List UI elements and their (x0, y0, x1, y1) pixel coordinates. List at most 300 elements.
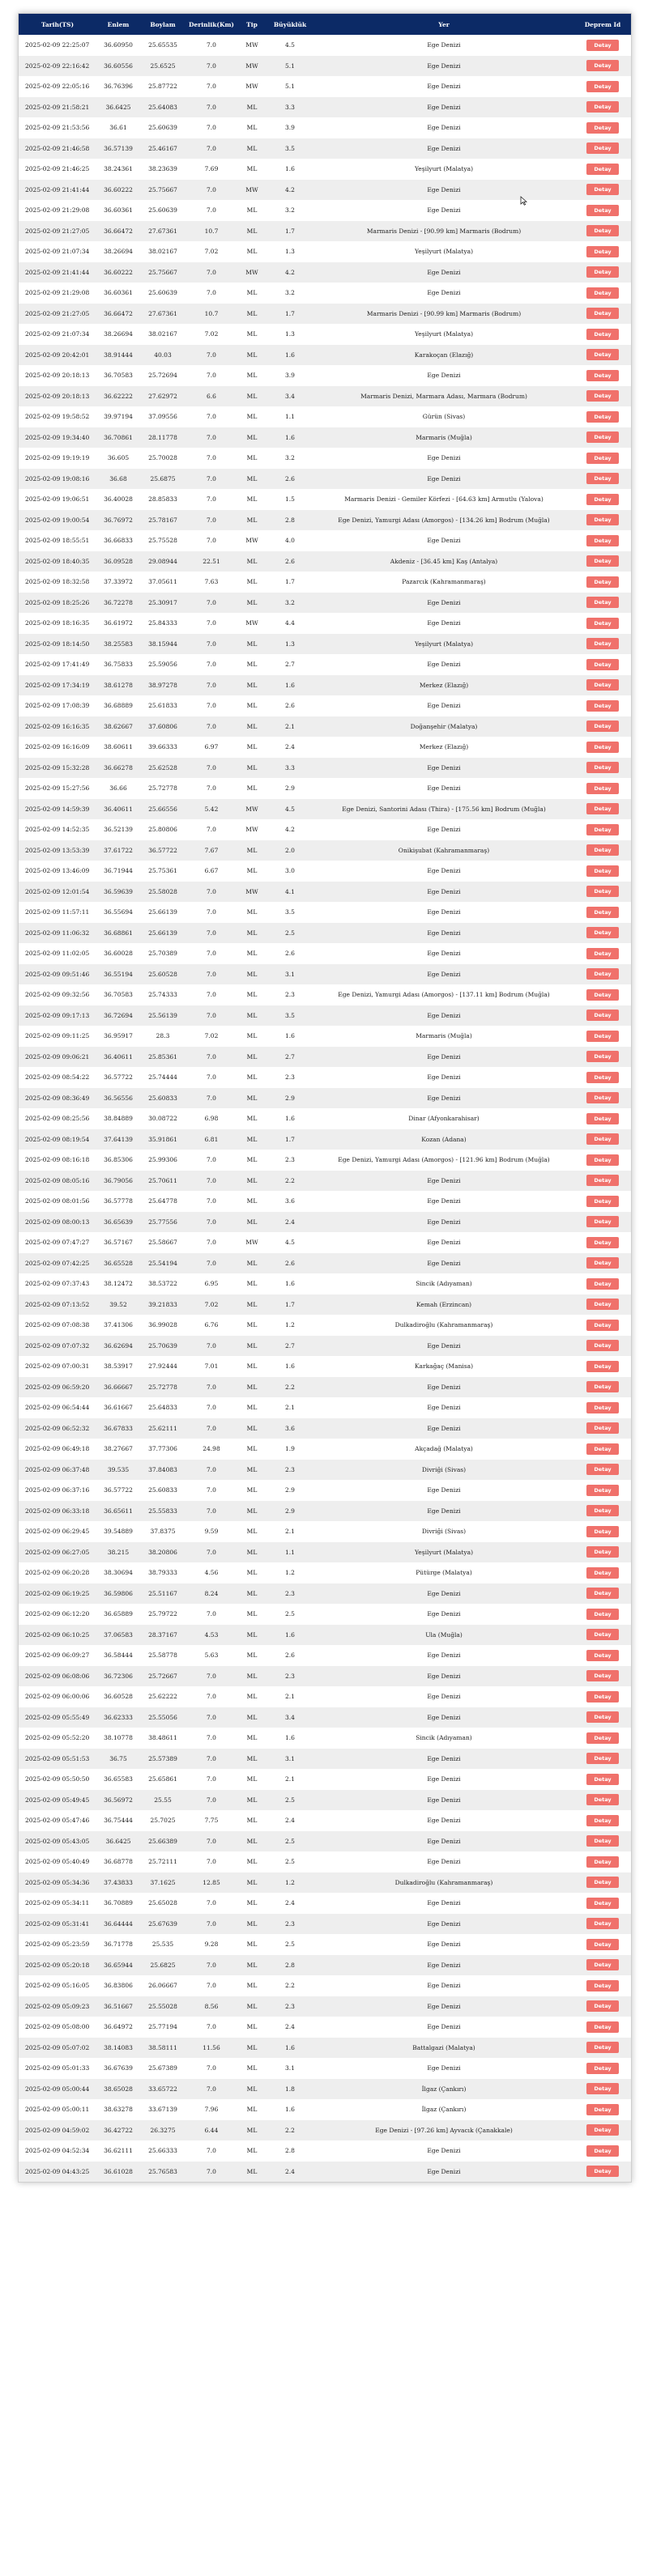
table-cell: 2.9 (285, 784, 295, 793)
table-cell: 2025-02-09 16:16:35 (25, 722, 90, 730)
table-cell: Ege Denizi (427, 1424, 461, 1432)
detail-button[interactable]: Detay (586, 453, 618, 464)
table-cell: 7.0 (207, 991, 216, 999)
detail-button[interactable]: Detay (586, 2021, 618, 2033)
table-cell: 2025-02-09 21:27:05 (25, 309, 90, 317)
table-cell: Onikişubat (Kahramanmaraş) (398, 846, 490, 854)
detail-button[interactable]: Detay (586, 1402, 618, 1413)
detail-button[interactable]: Detay (586, 246, 618, 257)
table-row (19, 35, 631, 56)
table-cell: 2025-02-09 05:16:05 (25, 1982, 90, 1990)
table-cell: 36.67833 (104, 1424, 133, 1432)
table-cell: 2025-02-09 05:49:45 (25, 1796, 90, 1804)
table-cell: ML (246, 578, 258, 586)
detail-button[interactable]: Detay (586, 1299, 618, 1310)
detail-button[interactable]: Detay (586, 762, 618, 773)
detail-button[interactable]: Detay (586, 1856, 618, 1868)
detail-button[interactable]: Detay (586, 60, 618, 71)
table-cell (574, 530, 631, 551)
table-cell: 2025-02-09 07:07:32 (25, 1341, 90, 1350)
column-header[interactable]: Boylam (150, 20, 176, 28)
table-cell: Ege Denizi (427, 41, 461, 49)
detail-button[interactable]: Detay (586, 1691, 618, 1702)
table-cell: ML (246, 1961, 258, 1969)
table-cell: 40.03 (154, 351, 172, 359)
detail-button[interactable]: Detay (586, 164, 618, 175)
detail-button[interactable]: Detay (586, 659, 618, 670)
table-cell: 2.5 (285, 1858, 295, 1866)
table-cell: İlgaz (Çankırı) (421, 2106, 467, 2114)
detail-button[interactable]: Detay (586, 865, 618, 877)
table-cell: 7.0 (207, 2085, 216, 2093)
detail-button[interactable]: Detay (586, 1320, 618, 1331)
table-cell: Ege Denizi (427, 661, 461, 669)
table-cell: 2025-02-09 21:27:05 (25, 227, 90, 235)
table-cell: Ege Denizi, Yamurgi Adası (Amorgos) - [121.96 km] Bodrum (Muğla) (338, 1156, 550, 1164)
detail-button[interactable]: Detay (586, 2104, 618, 2115)
table-cell: 1.7 (285, 227, 295, 235)
table-cell: Akdeniz - [36.45 km] Kaş (Antalya) (390, 557, 498, 565)
detail-button[interactable]: Detay (586, 1732, 618, 1744)
table-cell: 25.66389 (148, 1837, 177, 1845)
table-cell: 2025-02-09 05:50:50 (25, 1775, 90, 1783)
detail-button[interactable]: Detay (586, 1588, 618, 1599)
detail-button[interactable]: Detay (586, 2042, 618, 2053)
table-cell: ML (246, 454, 258, 462)
detail-button[interactable]: Detay (586, 1753, 618, 1764)
detail-button[interactable]: Detay (586, 555, 618, 567)
table-cell: 7.0 (207, 784, 216, 793)
detail-button[interactable]: Detay (586, 989, 618, 1001)
table-cell: 29.08944 (148, 557, 177, 565)
table-cell: 1.6 (285, 1280, 295, 1288)
table-cell: 6.97 (204, 743, 219, 751)
table-cell: 25.72778 (148, 1383, 177, 1391)
table-row (19, 2120, 631, 2141)
table-cell: 2.8 (285, 1961, 295, 1969)
table-cell: 36.66 (109, 784, 127, 793)
table-cell: ML (246, 1672, 258, 1680)
table-cell: ML (246, 1156, 258, 1164)
table-cell: 25.80806 (148, 826, 177, 834)
table-cell: Ege Denizi (427, 598, 461, 606)
detail-button[interactable]: Detay (586, 1567, 618, 1579)
detail-button[interactable]: Detay (586, 597, 618, 608)
table-cell: 7.0 (207, 2167, 216, 2175)
table-cell: 2025-02-09 11:57:11 (25, 908, 90, 916)
table-cell: 3.4 (285, 1713, 295, 1721)
table-row (19, 1583, 631, 1605)
table-cell: ML (246, 1589, 258, 1597)
table-cell: 7.75 (204, 1817, 219, 1825)
detail-button[interactable]: Detay (586, 679, 618, 691)
table-cell: Ege Denizi (427, 83, 461, 91)
table-row (19, 1026, 631, 1047)
detail-button[interactable]: Detay (586, 1939, 618, 1950)
table-cell: 7.0 (207, 702, 216, 710)
detail-button[interactable]: Detay (586, 886, 618, 897)
table-cell (574, 737, 631, 758)
table-cell: 7.0 (207, 619, 216, 627)
table-row (19, 778, 631, 799)
table-cell (574, 489, 631, 510)
detail-button[interactable]: Detay (586, 184, 618, 195)
table-row (19, 758, 631, 779)
table-cell: 25.76583 (148, 2167, 177, 2175)
table-cell: 2025-02-09 08:05:16 (25, 1176, 90, 1184)
table-cell (574, 510, 631, 531)
detail-button[interactable]: Detay (586, 638, 618, 649)
detail-button[interactable]: Detay (586, 1505, 618, 1516)
detail-button[interactable]: Detay (586, 1051, 618, 1062)
detail-button[interactable]: Detay (586, 266, 618, 278)
table-cell: 2025-02-09 08:00:13 (25, 1218, 90, 1226)
column-header[interactable]: Yer (438, 20, 450, 28)
detail-button[interactable]: Detay (586, 1361, 618, 1372)
table-cell: 25.62528 (148, 763, 177, 772)
table-cell: ML (246, 702, 258, 710)
detail-button[interactable]: Detay (586, 1609, 618, 1620)
detail-button[interactable]: Detay (586, 1072, 618, 1083)
detail-button[interactable]: Detay (586, 824, 618, 835)
detail-button[interactable]: Detay (586, 535, 618, 546)
table-cell: ML (246, 1982, 258, 1990)
table-cell: 1.3 (285, 248, 295, 256)
table-cell: Ege Denizi (427, 619, 461, 627)
table-cell: 36.57722 (148, 846, 177, 854)
table-cell: 2025-02-09 05:52:20 (25, 1734, 90, 1742)
table-cell (574, 572, 631, 593)
table-cell: 2025-02-09 22:25:07 (25, 41, 90, 49)
table-cell: Dulkadiroğlu (Kahramanmaraş) (394, 1321, 493, 1329)
table-cell: 2025-02-09 06:00:06 (25, 1693, 90, 1701)
table-cell: 1.7 (285, 309, 295, 317)
column-header[interactable]: Büyüklük (273, 20, 307, 28)
table-cell: 7.0 (207, 950, 216, 958)
table-cell (574, 1645, 631, 1666)
detail-button[interactable]: Detay (586, 783, 618, 794)
table-cell: 36.68 (109, 474, 127, 482)
detail-button[interactable]: Detay (586, 349, 618, 360)
detail-button[interactable]: Detay (586, 1278, 618, 1290)
detail-button[interactable]: Detay (586, 968, 618, 980)
table-cell: 38.24361 (104, 165, 133, 173)
table-cell: ML (246, 124, 258, 132)
table-cell: 2.7 (285, 661, 295, 669)
table-cell: 2.3 (285, 1156, 295, 1164)
detail-button[interactable]: Detay (586, 721, 618, 732)
table-cell: 9.59 (204, 1528, 219, 1536)
table-cell: Divriği (Sivas) (421, 1465, 467, 1473)
table-cell (574, 262, 631, 283)
table-cell: Ege Denizi (427, 1817, 461, 1825)
detail-button[interactable]: Detay (586, 1092, 618, 1103)
column-header[interactable]: Derinlik(Km) (189, 20, 234, 28)
table-cell: 7.02 (204, 330, 219, 338)
table-cell: 36.60222 (104, 268, 133, 276)
table-cell (574, 2079, 631, 2100)
detail-button[interactable]: Detay (586, 1175, 618, 1186)
detail-button[interactable]: Detay (586, 1774, 618, 1785)
detail-button[interactable]: Detay (586, 618, 618, 629)
table-cell (574, 76, 631, 97)
table-cell: 7.0 (207, 1713, 216, 1721)
table-cell: 2025-02-09 21:29:08 (25, 289, 90, 297)
detail-button[interactable]: Detay (586, 2063, 618, 2074)
detail-button[interactable]: Detay (586, 1443, 618, 1455)
table-cell: 7.0 (207, 62, 216, 70)
table-cell: 2.5 (285, 929, 295, 937)
table-cell (574, 1769, 631, 1790)
detail-button[interactable]: Detay (586, 1154, 618, 1166)
table-cell: 2025-02-09 07:00:31 (25, 1362, 90, 1371)
table-cell: 2025-02-09 05:00:44 (25, 2085, 90, 2093)
table-cell: 36.56972 (104, 1796, 133, 1804)
table-cell: Ege Denizi (427, 950, 461, 958)
table-cell: 1.8 (285, 2085, 295, 2093)
table-cell: 25.61833 (148, 702, 177, 710)
table-cell: 3.5 (285, 144, 295, 152)
table-cell: 36.70889 (104, 1899, 133, 1907)
table-cell (574, 1625, 631, 1646)
table-cell: 1.5 (285, 495, 295, 504)
table-cell (574, 1480, 631, 1501)
detail-button[interactable]: Detay (586, 1670, 618, 1681)
detail-button[interactable]: Detay (586, 329, 618, 340)
table-cell: 3.6 (285, 1197, 295, 1205)
detail-button[interactable]: Detay (586, 2083, 618, 2094)
table-cell: 4.56 (204, 1569, 219, 1577)
detail-button[interactable]: Detay (586, 1794, 618, 1805)
table-row (19, 180, 631, 201)
table-cell: 38.25583 (104, 640, 133, 648)
table-cell: 2025-02-09 05:08:00 (25, 2023, 90, 2031)
table-cell: 11.56 (202, 2043, 220, 2051)
detail-button[interactable]: Detay (586, 1526, 618, 1537)
detail-button[interactable]: Detay (586, 1216, 618, 1227)
detail-button[interactable]: Detay (586, 1340, 618, 1351)
detail-button[interactable]: Detay (586, 1918, 618, 1929)
table-cell: ML (246, 640, 258, 648)
table-row (19, 1273, 631, 1294)
table-cell: 4.1 (285, 887, 295, 895)
detail-button[interactable]: Detay (586, 803, 618, 814)
table-row (19, 1460, 631, 1481)
table-header-row (19, 14, 631, 35)
table-cell: 2.4 (285, 2167, 295, 2175)
detail-button[interactable]: Detay (586, 308, 618, 319)
table-cell: 39.21833 (148, 1300, 177, 1308)
table-cell: 7.0 (207, 1176, 216, 1184)
table-cell: ML (246, 970, 258, 978)
table-cell: 25.87722 (148, 83, 177, 91)
detail-button[interactable]: Detay (586, 1422, 618, 1434)
table-cell: 37.60806 (148, 722, 177, 730)
table-cell (574, 1604, 631, 1625)
table-cell: 4.5 (285, 41, 295, 49)
table-cell (574, 943, 631, 964)
detail-button[interactable]: Detay (586, 2124, 618, 2136)
table-cell: MW (245, 185, 258, 193)
detail-button[interactable]: Detay (586, 225, 618, 236)
column-header[interactable]: Enlem (107, 20, 130, 28)
table-cell: Kozan (Adana) (421, 1135, 467, 1143)
detail-button[interactable]: Detay (586, 411, 618, 423)
detail-button[interactable]: Detay (586, 122, 618, 134)
table-cell (574, 35, 631, 56)
table-cell: Pütürge (Malatya) (416, 1569, 472, 1577)
table-cell: 1.6 (285, 1734, 295, 1742)
table-cell (574, 56, 631, 77)
detail-button[interactable]: Detay (586, 431, 618, 443)
column-header[interactable]: Tarih(TS) (40, 20, 75, 28)
detail-button[interactable]: Detay (586, 844, 618, 856)
table-cell (574, 97, 631, 118)
table-cell: 2025-02-09 21:07:34 (25, 330, 90, 338)
detail-button[interactable]: Detay (586, 1650, 618, 1661)
table-cell: 2025-02-09 05:09:23 (25, 2002, 90, 2010)
table-cell: 36.70583 (104, 372, 133, 380)
detail-button[interactable]: Detay (586, 742, 618, 753)
detail-button[interactable]: Detay (586, 81, 618, 92)
detail-button[interactable]: Detay (586, 1381, 618, 1392)
table-cell: 3.1 (285, 1754, 295, 1762)
detail-button[interactable]: Detay (586, 494, 618, 505)
detail-button[interactable]: Detay (586, 1196, 618, 1207)
table-cell: 28.85833 (148, 495, 177, 504)
detail-button[interactable]: Detay (586, 2166, 618, 2177)
table-row (19, 2079, 631, 2100)
mouse-cursor-icon (520, 196, 528, 206)
detail-button[interactable]: Detay (586, 390, 618, 402)
table-row (19, 159, 631, 180)
detail-button[interactable]: Detay (586, 700, 618, 712)
detail-button[interactable]: Detay (586, 101, 618, 113)
table-cell: 2025-02-09 07:37:43 (25, 1280, 90, 1288)
table-cell (574, 1191, 631, 1212)
table-cell: 2025-02-09 19:58:52 (25, 413, 90, 421)
table-row (19, 530, 631, 551)
detail-button[interactable]: Detay (586, 1629, 618, 1640)
table-cell: 2025-02-09 21:07:34 (25, 248, 90, 256)
table-cell: 10.7 (204, 309, 219, 317)
detail-button[interactable]: Detay (586, 2145, 618, 2157)
table-cell: 7.0 (207, 1610, 216, 1618)
table-cell: MW (245, 619, 258, 627)
table-cell: 2025-02-09 18:14:50 (25, 640, 90, 648)
table-cell: ML (246, 2002, 258, 2010)
table-cell: Ege Denizi (427, 454, 461, 462)
table-cell (574, 1356, 631, 1377)
detail-button[interactable]: Detay (586, 1031, 618, 1042)
table-cell: Ege Denizi (427, 1919, 461, 1928)
detail-button[interactable]: Detay (586, 40, 618, 51)
table-cell (574, 1686, 631, 1707)
table-cell: 36.51667 (104, 2002, 133, 2010)
detail-button[interactable]: Detay (586, 370, 618, 381)
table-cell: 37.06583 (104, 1630, 133, 1639)
detail-button[interactable]: Detay (586, 576, 618, 588)
table-cell (574, 1377, 631, 1398)
table-cell: 36.65889 (104, 1610, 133, 1618)
table-cell: 36.79056 (104, 1176, 133, 1184)
table-row (19, 324, 631, 345)
detail-button[interactable]: Detay (586, 1133, 618, 1145)
table-cell: 2025-02-09 07:42:25 (25, 1259, 90, 1267)
table-cell: 2025-02-09 05:07:02 (25, 2043, 90, 2051)
table-cell: 25.75528 (148, 537, 177, 545)
detail-button[interactable]: Detay (586, 1237, 618, 1248)
detail-button[interactable]: Detay (586, 1815, 618, 1826)
table-cell: ML (246, 1321, 258, 1329)
detail-button[interactable]: Detay (586, 473, 618, 484)
table-cell: 2025-02-09 09:32:56 (25, 991, 90, 999)
table-cell: ML (246, 1115, 258, 1123)
detail-button[interactable]: Detay (586, 907, 618, 918)
table-cell: ML (246, 1713, 258, 1721)
table-cell: 36.59639 (104, 887, 133, 895)
table-cell: 36.40611 (104, 1052, 133, 1061)
table-cell: 4.5 (285, 1239, 295, 1247)
detail-button[interactable]: Detay (586, 1877, 618, 1888)
table-row (19, 1005, 631, 1027)
table-cell: 36.55694 (104, 908, 133, 916)
detail-button[interactable]: Detay (586, 1464, 618, 1475)
table-cell: 1.6 (285, 2106, 295, 2114)
table-cell (574, 1150, 631, 1171)
detail-button[interactable]: Detay (586, 1485, 618, 1496)
detail-button[interactable]: Detay (586, 948, 618, 959)
detail-button[interactable]: Detay (586, 1711, 618, 1723)
detail-button[interactable]: Detay (586, 205, 618, 216)
detail-button[interactable]: Detay (586, 1898, 618, 1909)
table-cell: 1.6 (285, 1630, 295, 1639)
table-cell: 39.66333 (148, 743, 177, 751)
table-cell: 25.58778 (148, 1651, 177, 1660)
table-cell (574, 1707, 631, 1728)
column-header[interactable]: Tip (246, 20, 258, 28)
detail-button[interactable]: Detay (586, 1546, 618, 1558)
detail-button[interactable]: Detay (586, 1835, 618, 1847)
detail-button[interactable]: Detay (586, 287, 618, 299)
detail-button[interactable]: Detay (586, 2000, 618, 2012)
table-cell: 36.72306 (104, 1672, 133, 1680)
table-cell: Ege Denizi (427, 867, 461, 875)
table-cell: 2025-02-09 08:36:49 (25, 1094, 90, 1102)
detail-button[interactable]: Detay (586, 1113, 618, 1124)
table-cell (574, 1583, 631, 1605)
table-cell: Ege Denizi (427, 1176, 461, 1184)
table-cell: 7.0 (207, 495, 216, 504)
detail-button[interactable]: Detay (586, 927, 618, 938)
table-cell: MW (245, 62, 258, 70)
detail-button[interactable]: Detay (586, 514, 618, 525)
detail-button[interactable]: Detay (586, 1010, 618, 1021)
detail-button[interactable]: Detay (586, 1980, 618, 1992)
detail-button[interactable]: Detay (586, 1959, 618, 1970)
table-cell: 39.52 (109, 1300, 127, 1308)
table-cell: 38.26694 (104, 248, 133, 256)
table-cell: 28.3 (156, 1032, 170, 1040)
table-cell (574, 1851, 631, 1872)
detail-button[interactable]: Detay (586, 142, 618, 154)
table-cell (574, 180, 631, 201)
table-row (19, 695, 631, 716)
column-header[interactable]: Deprem Id (584, 20, 621, 28)
table-cell (574, 1418, 631, 1439)
table-cell (574, 159, 631, 180)
detail-button[interactable]: Detay (586, 1257, 618, 1269)
